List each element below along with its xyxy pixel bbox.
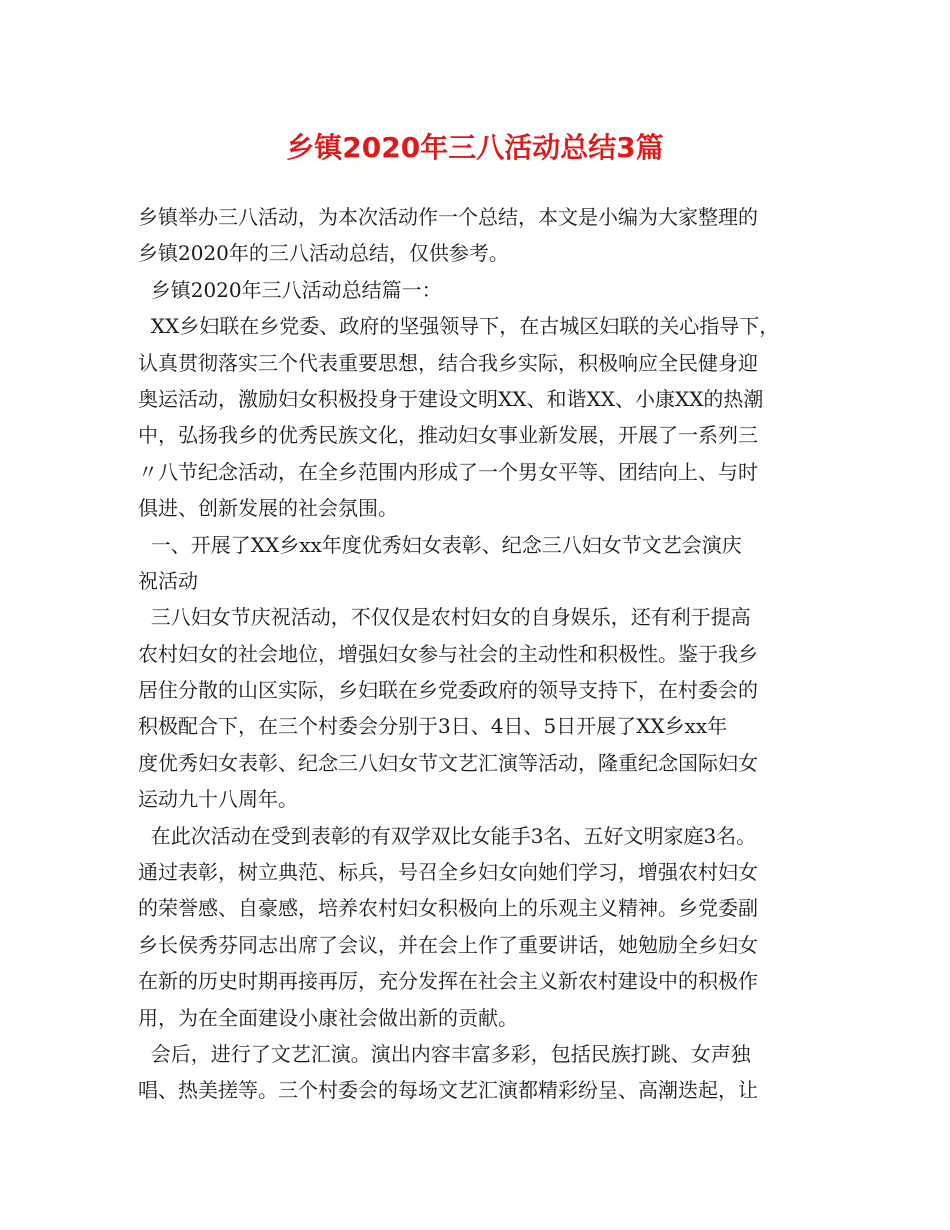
text-line: 唱、热美搓等。三个村委会的每场文艺汇演都精彩纷呈、高潮迭起，让: [138, 1078, 758, 1103]
text-line: 通过表彰，树立典范、标兵，号召全乡妇女向她们学习，增强农村妇女: [138, 860, 758, 885]
text-line: 认真贯彻落实三个代表重要思想，结合我乡实际，积极响应全民健身迎: [138, 350, 758, 375]
text-line: 奥运活动，激励妇女积极投身于建设文明XX、和谐XX、小康XX的热潮: [138, 386, 764, 411]
text-line: XX乡妇联在乡党委、政府的坚强领导下，在古城区妇联的关心指导下，: [138, 314, 780, 339]
text-line: 一、开展了XX乡xx年度优秀妇女表彰、纪念三八妇女节文艺会演庆: [138, 532, 742, 557]
text-line: 在此次活动在受到表彰的有双学双比女能手3名、五好文明家庭3名。: [138, 823, 757, 848]
document-body: [138, 199, 818, 1109]
text-line: 祝活动: [138, 568, 198, 593]
text-line: 度优秀妇女表彰、纪念三八妇女节文艺汇演等活动，隆重纪念国际妇女: [138, 750, 758, 775]
text-line: 乡长侯秀芬同志出席了会议，并在会上作了重要讲话，她勉励全乡妇女: [138, 932, 758, 957]
text-line: 俱进、创新发展的社会氛围。: [138, 496, 398, 521]
text-line: 用，为在全面建设小康社会做出新的贡献。: [138, 1005, 518, 1030]
text-line: 的荣誉感、自豪感，培养农村妇女积极向上的乐观主义精神。乡党委副: [138, 896, 758, 921]
text-line: 乡镇2020年的三八活动总结，仅供参考。: [138, 241, 509, 266]
text-line: 中，弘扬我乡的优秀民族文化，推动妇女事业新发展，开展了一系列三: [138, 423, 758, 448]
text-line: 在新的历史时期再接再厉，充分发挥在社会主义新农村建设中的积极作: [138, 969, 758, 994]
text-line: 积极配合下，在三个村委会分别于3日、4日、5日开展了XX乡xx年: [138, 714, 728, 739]
text-line: 运动九十八周年。: [138, 787, 298, 812]
text-line: 居住分散的山区实际，乡妇联在乡党委政府的领导支持下，在村委会的: [138, 678, 758, 703]
document-title: 乡镇2020年三八活动总结3篇: [286, 131, 664, 164]
text-line: 〃八节纪念活动，在全乡范围内形成了一个男女平等、团结向上、与时: [138, 459, 758, 484]
text-line: 乡镇2020年三八活动总结篇一：: [138, 277, 442, 302]
text-line: 乡镇举办三八活动，为本次活动作一个总结，本文是小编为大家整理的: [138, 205, 758, 229]
text-line: 农村妇女的社会地位，增强妇女参与社会的主动性和积极性。鉴于我乡: [138, 641, 758, 666]
text-line: 三八妇女节庆祝活动，不仅仅是农村妇女的自身娱乐，还有利于提高: [138, 605, 751, 630]
text-line: 会后，进行了文艺汇演。演出内容丰富多彩，包括民族打跳、女声独: [138, 1041, 751, 1066]
